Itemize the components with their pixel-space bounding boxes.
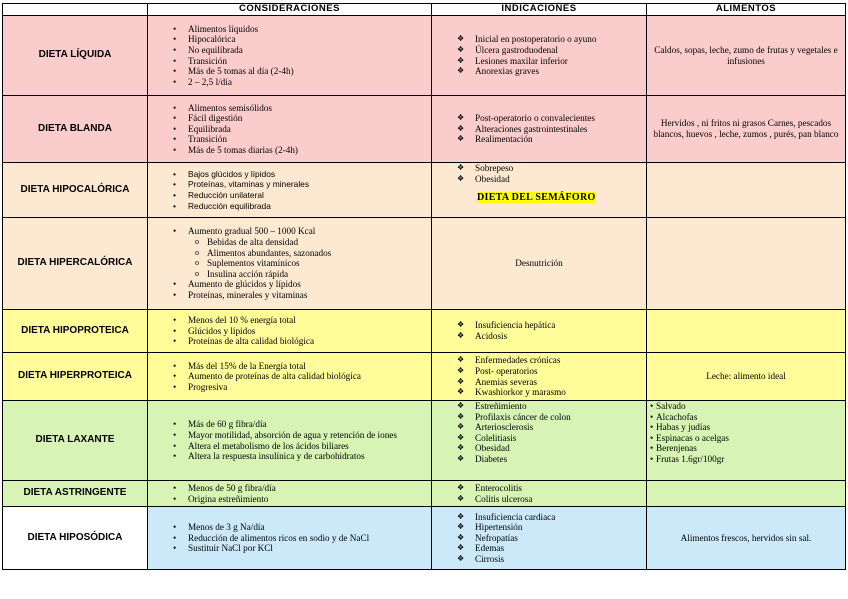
row-dieta-astringente (3, 481, 846, 507)
diet-table (2, 3, 846, 570)
indications-cell (432, 401, 647, 481)
row-dieta-hipoproteica (3, 310, 846, 353)
indications-list (432, 355, 646, 397)
sub-list (148, 237, 431, 279)
list-item: • Más de 5 tomas al día (2-4h) (148, 66, 431, 77)
considerations-cell (148, 16, 432, 96)
considerations-cell (148, 218, 432, 310)
header-blank (3, 4, 148, 16)
list-item: • Hipocalórica (148, 34, 431, 45)
list-item: • Aumento de proteínas de alta calidad biológica (148, 371, 431, 382)
list-item: ❖ Insuficiencia cardiaca (432, 512, 646, 523)
diet-name: DIETA LÍQUIDA (3, 16, 148, 96)
list-item: • Reducción de alimentos ricos en sodio y de NaCl (148, 533, 431, 544)
list-item: ❖ Edemas (432, 543, 646, 554)
list-item: • Más del 15% de la Energía total (148, 361, 431, 372)
indications-list (432, 512, 646, 565)
indications-cell (432, 310, 647, 353)
list-item: ❖ Acidosis (432, 331, 646, 342)
list-item: • Reducción equilibrada (148, 201, 431, 212)
considerations-cell (148, 507, 432, 570)
list-item: • Menos del 10 % energía total (148, 315, 431, 326)
diet-name: DIETA HIPOCALÓRICA (3, 163, 148, 218)
header-indications: INDICACIONES (432, 4, 647, 16)
list-item: • Más de 5 tomas diarias (2-4h) (148, 145, 431, 156)
considerations-list (148, 315, 431, 347)
foods-cell: Leche: alimento ideal (647, 353, 846, 401)
foods-cell: Caldos, sopas, leche, zumo de frutas y vegetales e infusiones (647, 16, 846, 96)
list-item: ❖ Anemias severas (432, 377, 646, 388)
list-item: • Proteínas, minerales y vitaminas (148, 290, 431, 301)
list-item: • Altera la respuesta insulínica y de carbohidratos (148, 451, 431, 462)
considerations-list (148, 103, 431, 156)
list-item: ❖ Insuficiencia hepática (432, 320, 646, 331)
indications-cell (432, 507, 647, 570)
sub-item: o Suplementos vitamínicos (148, 258, 431, 269)
header-considerations: CONSIDERACIONES (148, 4, 432, 16)
list-item: • Progresiva (148, 382, 431, 393)
list-item: ❖ Inicial en postoperatorio o ayuno (432, 34, 646, 45)
list-item: ❖ Obesidad (432, 174, 646, 185)
list-item: • Origina estreñimiento (148, 494, 431, 505)
foods-cell (647, 163, 846, 218)
list-item: • Alimentos líquidos (148, 24, 431, 35)
indications-list (432, 163, 646, 184)
considerations-list (148, 361, 431, 393)
list-item: ❖ Úlcera gastroduodenal (432, 45, 646, 56)
foods-list (650, 401, 842, 465)
list-item: • Aumento de glúcidos y lípidos (148, 279, 431, 290)
list-item: ❖ Estreñimiento (432, 401, 646, 412)
considerations-list (148, 483, 431, 504)
list-item: ❖ Hipertensión (432, 522, 646, 533)
list-item: • Espinacas o acelgas (650, 433, 842, 444)
list-item: • Equilibrada (148, 124, 431, 135)
header-row (3, 4, 846, 16)
indications-cell (432, 16, 647, 96)
list-item: • Alimentos semisólidos (148, 103, 431, 114)
considerations-list (148, 279, 431, 300)
considerations-list (148, 169, 431, 211)
indications-cell (432, 353, 647, 401)
row-dieta-hiperproteica (3, 353, 846, 401)
list-item: ❖ Enfermedades crónicas (432, 355, 646, 366)
list-item: ❖ Kwashiorkor y marasmo (432, 387, 646, 398)
indications-list (432, 401, 646, 465)
list-item: • Alcachofas (650, 412, 842, 423)
list-item: ❖ Arteriosclerosis (432, 422, 646, 433)
list-item: • Mayor motilidad, absorción de agua y retención de iones (148, 430, 431, 441)
considerations-list (148, 522, 431, 554)
indications-list (432, 483, 646, 504)
list-item: • Sustituir NaCl por KCl (148, 543, 431, 554)
semaforo-highlight (477, 193, 646, 204)
list-item: • Transición (148, 56, 431, 67)
indications-list (432, 34, 646, 76)
considerations-cell (148, 96, 432, 163)
diet-name: DIETA HIPERPROTEICA (3, 353, 148, 401)
list-item: • No equilibrada (148, 45, 431, 56)
list-item: • Menos de 50 g fibra/día (148, 483, 431, 494)
list-item: ❖ Sobrepeso (432, 163, 646, 174)
considerations-list (148, 24, 431, 88)
list-item: ❖ Post-operatorio o convalecientes (432, 113, 646, 124)
list-item: • Menos de 3 g Na/día (148, 522, 431, 533)
list-item: • Berenjenas (650, 443, 842, 454)
considerations-cell (148, 481, 432, 507)
diet-name: DIETA BLANDA (3, 96, 148, 163)
foods-cell (647, 218, 846, 310)
list-item: • Reducción unilateral (148, 190, 431, 201)
foods-cell (647, 310, 846, 353)
diet-name: DIETA ASTRINGENTE (3, 481, 148, 507)
list-item: • 2 – 2,5 l/día (148, 77, 431, 88)
list-item: ❖ Alteraciones gastrointestinales (432, 124, 646, 135)
row-dieta-hiposodica (3, 507, 846, 570)
list-item: ❖ Post- operatorios (432, 366, 646, 377)
considerations-cell (148, 310, 432, 353)
list-item: • Bajos glúcidos y lípidos (148, 169, 431, 180)
indications-list (432, 113, 646, 145)
indications-cell (432, 163, 647, 218)
row-dieta-blanda (3, 96, 846, 163)
list-item: • Aumento gradual 500 – 1000 Kcal (148, 226, 431, 237)
foods-cell (647, 401, 846, 481)
considerations-cell (148, 163, 432, 218)
list-item: ❖ Realimentación (432, 134, 646, 145)
list-item: ❖ Colelitiasis (432, 433, 646, 444)
row-dieta-liquida (3, 16, 846, 96)
list-item: ❖ Colitis ulcerosa (432, 494, 646, 505)
list-item: • Salvado (650, 401, 842, 412)
list-item: • Fácil digestión (148, 113, 431, 124)
indications-cell (432, 96, 647, 163)
list-item: • Glúcidos y lípidos (148, 326, 431, 337)
list-item: ❖ Nefropatías (432, 533, 646, 544)
sub-item: o Bebidas de alta densidad (148, 237, 431, 248)
list-item: • Proteínas, vitaminas y minerales (148, 179, 431, 190)
list-item: • Transición (148, 134, 431, 145)
indications-list (432, 320, 646, 341)
row-dieta-hipercalorica (3, 218, 846, 310)
sub-item: o Insulina acción rápida (148, 269, 431, 280)
row-dieta-hipocalorica (3, 163, 846, 218)
list-item: • Frutas 1.6gr/100gr (650, 454, 842, 465)
sub-item: o Alimentos abundantes, sazonados (148, 248, 431, 259)
list-item: ❖ Anorexias graves (432, 66, 646, 77)
list-item: • Habas y judías (650, 422, 842, 433)
list-item: ❖ Profilaxis cáncer de colon (432, 412, 646, 423)
foods-cell: Alimentos frescos, hervidos sin sal. (647, 507, 846, 570)
considerations-list (148, 419, 431, 461)
considerations-list (148, 226, 431, 237)
diet-name: DIETA HIPOSÓDICA (3, 507, 148, 570)
considerations-cell (148, 401, 432, 481)
list-item: • Más de 60 g fibra/día (148, 419, 431, 430)
diet-name: DIETA HIPERCALÓRICA (3, 218, 148, 310)
diet-name: DIETA HIPOPROTEICA (3, 310, 148, 353)
foods-cell: Hervidos , ni fritos ni grasos Carnes, pescados blancos, huevos , leche, zumos , purés, pan blanco (647, 96, 846, 163)
foods-cell (647, 481, 846, 507)
semaforo-label: DIETA DEL SEMÁFORO (477, 192, 596, 204)
considerations-cell (148, 353, 432, 401)
diet-name: DIETA LAXANTE (3, 401, 148, 481)
indications-cell (432, 481, 647, 507)
list-item: ❖ Cirrosis (432, 554, 646, 565)
list-item: ❖ Diabetes (432, 454, 646, 465)
list-item: ❖ Lesiones maxilar inferior (432, 56, 646, 67)
list-item: ❖ Enterocolitis (432, 483, 646, 494)
list-item: • Altera el metabolismo de los ácidos biliares (148, 441, 431, 452)
row-dieta-laxante (3, 401, 846, 481)
header-foods: ALIMENTOS (647, 4, 846, 16)
list-item: • Proteínas de alta calidad biológica (148, 336, 431, 347)
indications-cell: Desnutrición (432, 218, 647, 310)
list-item: ❖ Obesidad (432, 443, 646, 454)
